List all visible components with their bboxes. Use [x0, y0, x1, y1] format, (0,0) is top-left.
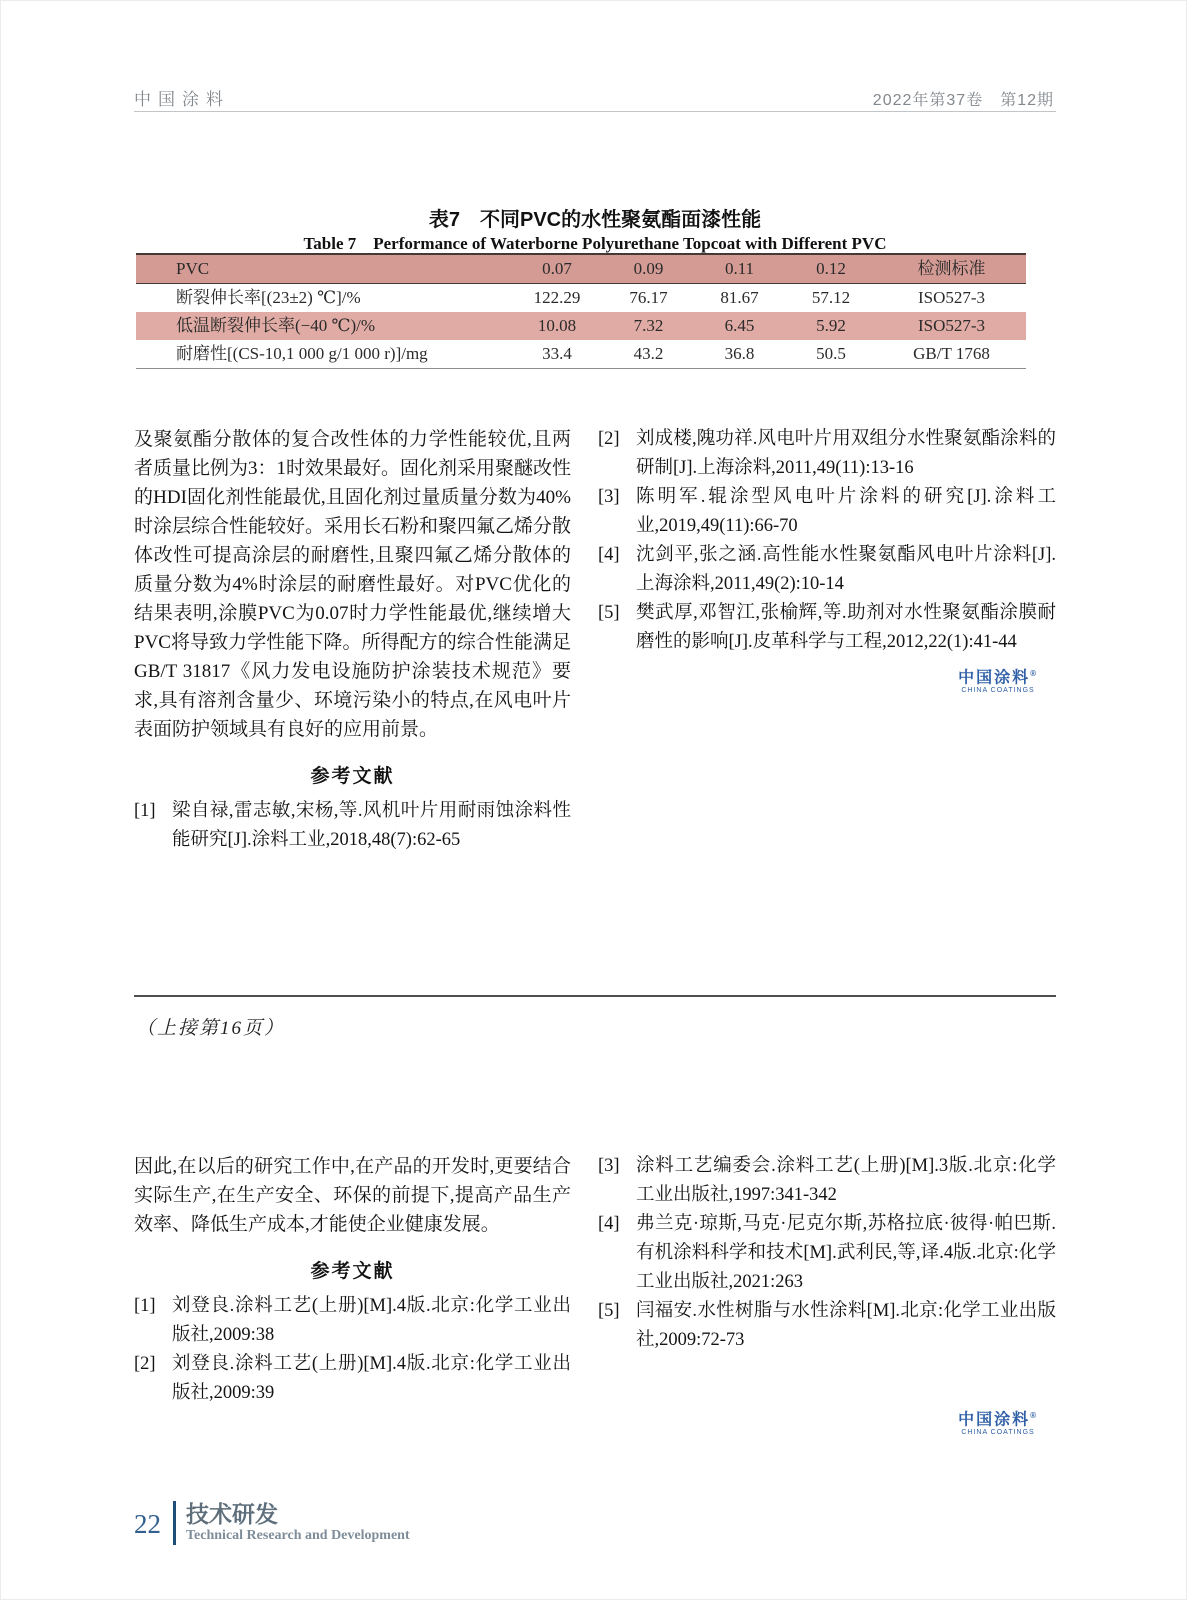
reference-text: 陈明军.辊涂型风电叶片涂料的研究[J].涂料工业,2019,49(11):66-70 — [636, 487, 1056, 536]
table-title-english: Table 7 Performance of Waterborne Polyurethane Topcoat with Different PVC — [303, 234, 887, 253]
table-header-cell: PVC — [176, 259, 210, 278]
reference-number: [2] — [598, 429, 620, 449]
reference-text: 弗兰克·琼斯,马克·尼克尔斯,苏格拉底·彼得·帕巴斯.有机涂料科学和技术[M].武利民,等,译.4版.北京:化学工业出版社,2021:263 — [636, 1214, 1056, 1292]
table-cell: 7.32 — [633, 316, 664, 335]
footer-section — [186, 1501, 410, 1545]
continued-from-note: （上接第16页） — [136, 1018, 286, 1039]
article-divider — [134, 995, 1056, 997]
references-heading: 参考文献 — [310, 766, 395, 787]
logo-english-text: CHINA COATINGS — [961, 1429, 1035, 1437]
logo-chinese-text: 中国涂料® — [958, 1411, 1038, 1429]
lower-section — [134, 1152, 1056, 1437]
page-footer — [134, 1501, 410, 1545]
references-list — [134, 797, 571, 855]
table-cell: 50.5 — [816, 344, 846, 363]
table-cell: 122.29 — [533, 288, 581, 307]
table-cell: 36.8 — [724, 344, 755, 363]
reference-text: 刘登良.涂料工艺(上册)[M].4版.北京:化学工业出版社,2009:39 — [172, 1354, 571, 1403]
reference-text: 樊武厚,邓智江,张榆辉,等.助剂对水性聚氨酯涂膜耐磨性的影响[J].皮革科学与工程,2012,22(1):41-44 — [636, 603, 1056, 652]
reference-item — [598, 425, 1056, 483]
table-header-cell: 检测标准 — [917, 259, 986, 278]
performance-table-head — [136, 254, 1026, 284]
table-header-cell: 0.09 — [633, 259, 664, 278]
upper-section — [134, 425, 1056, 855]
upper-right-column — [598, 425, 1056, 855]
table-cell: 76.17 — [629, 288, 668, 307]
reference-item — [598, 1210, 1056, 1297]
table-cell: 6.45 — [724, 316, 755, 335]
table-cell: 10.08 — [537, 316, 577, 335]
reference-item — [134, 1350, 571, 1408]
lower-right-column — [598, 1152, 1056, 1437]
table-header-cell: 0.12 — [816, 259, 846, 278]
reference-number: [2] — [134, 1354, 156, 1374]
page-number: 22 — [134, 1509, 161, 1539]
reference-number: [5] — [598, 603, 620, 623]
table-row — [136, 312, 1026, 340]
reference-item — [598, 483, 1056, 541]
table-cell: 低温断裂伸长率(−40 ℃)/% — [176, 316, 376, 335]
reference-item — [598, 1297, 1056, 1355]
table-title-chinese: 表7 不同PVC的水性聚氨酯面漆性能 — [428, 209, 762, 231]
reference-number: [1] — [134, 801, 156, 821]
references-list — [134, 1292, 571, 1408]
table-row — [136, 340, 1026, 369]
reference-item — [598, 1152, 1056, 1210]
reference-number: [4] — [598, 545, 620, 565]
references-heading: 参考文献 — [310, 1261, 395, 1282]
reference-item — [598, 541, 1056, 599]
reference-text: 刘登良.涂料工艺(上册)[M].4版.北京:化学工业出版社,2009:38 — [172, 1296, 571, 1345]
table-header-cell: 0.11 — [724, 259, 755, 278]
china-coatings-logo — [958, 665, 1038, 695]
footer-accent-bar — [173, 1501, 176, 1545]
table-cell: 耐磨性[(CS-10,1 000 g/1 000 r)]/mg — [176, 344, 428, 363]
performance-table-body — [136, 284, 1026, 369]
table-header-cell: 0.07 — [542, 259, 572, 278]
conclusion-paragraph: 因此,在以后的研究工作中,在产品的开发时,更要结合实际生产,在生产安全、环保的前提下,提高产品生产效率、降低生产成本,才能使企业健康发展。 — [134, 1156, 571, 1235]
reference-number: [3] — [598, 1156, 620, 1176]
reference-number: [3] — [598, 487, 620, 507]
conclusion-paragraph: 及聚氨酯分散体的复合改性体的力学性能较优,且两者质量比例为3：1时效果最好。固化剂采用聚醚改性的HDI固化剂性能最优,且固化剂过量质量分数为40%时涂层综合性能较好。采用长石粉和聚四氟乙烯分散体改性可提高涂层的耐磨性,且聚四氟乙烯分散体的质量分数为4%时涂层的耐磨性最好。对PVC优化的结果表明,涂膜PVC为0.07时力学性能最优,继续增大PVC将导致力学性能下降。所得配方的综合性能满足GB/T 31817《风力发电设施防护涂装技术规范》要求,具有溶剂含量少、环境污染小的特点,在风电叶片表面防护领域具有良好的应用前景。 — [134, 429, 572, 740]
china-coatings-logo — [958, 1407, 1038, 1437]
reference-number: [1] — [134, 1296, 156, 1316]
references-list — [598, 425, 1056, 657]
header-divider — [134, 111, 1056, 112]
table-cell: ISO527-3 — [917, 316, 986, 335]
table-cell: 57.12 — [811, 288, 851, 307]
lower-left-column — [134, 1152, 571, 1437]
section-name-english: Technical Research and Development — [186, 1528, 410, 1543]
reference-text: 沈剑平,张之涵.高性能水性聚氨酯风电叶片涂料[J].上海涂料,2011,49(2):10-14 — [636, 545, 1056, 594]
reference-item — [134, 797, 571, 855]
table-row — [136, 284, 1026, 313]
table-cell: 43.2 — [633, 344, 664, 363]
table-cell: GB/T 1768 — [913, 344, 990, 363]
table-cell: ISO527-3 — [917, 288, 986, 307]
reference-number: [5] — [598, 1301, 620, 1321]
references-list — [598, 1152, 1056, 1355]
upper-left-column — [134, 425, 571, 855]
reference-number: [4] — [598, 1214, 620, 1234]
section-name-chinese: 技术研发 — [186, 1501, 278, 1527]
performance-table — [136, 253, 1026, 369]
table-cell: 5.92 — [816, 316, 846, 335]
table-cell: 33.4 — [542, 344, 572, 363]
reference-text: 梁自禄,雷志敏,宋杨,等.风机叶片用耐雨蚀涂料性能研究[J].涂料工业,2018,48(7):62-65 — [172, 801, 571, 850]
issue-info: 2022年第37卷 第12期 — [872, 92, 1054, 109]
table-cell: 81.67 — [720, 288, 759, 307]
reference-text: 刘成楼,隗功祥.风电叶片用双组分水性聚氨酯涂料的研制[J].上海涂料,2011,49(11):13-16 — [636, 429, 1056, 478]
journal-name: 中国涂料 — [134, 90, 230, 109]
logo-chinese-text: 中国涂料® — [958, 669, 1038, 687]
reference-item — [134, 1292, 571, 1350]
logo-english-text: CHINA COATINGS — [961, 687, 1035, 695]
reference-text: 闫福安.水性树脂与水性涂料[M].北京:化学工业出版社,2009:72-73 — [636, 1301, 1056, 1350]
reference-text: 涂料工艺编委会.涂料工艺(上册)[M].3版.北京:化学工业出版社,1997:341-342 — [636, 1156, 1056, 1205]
table-cell: 断裂伸长率[(23±2) ℃]/% — [176, 288, 361, 307]
reference-item — [598, 599, 1056, 657]
